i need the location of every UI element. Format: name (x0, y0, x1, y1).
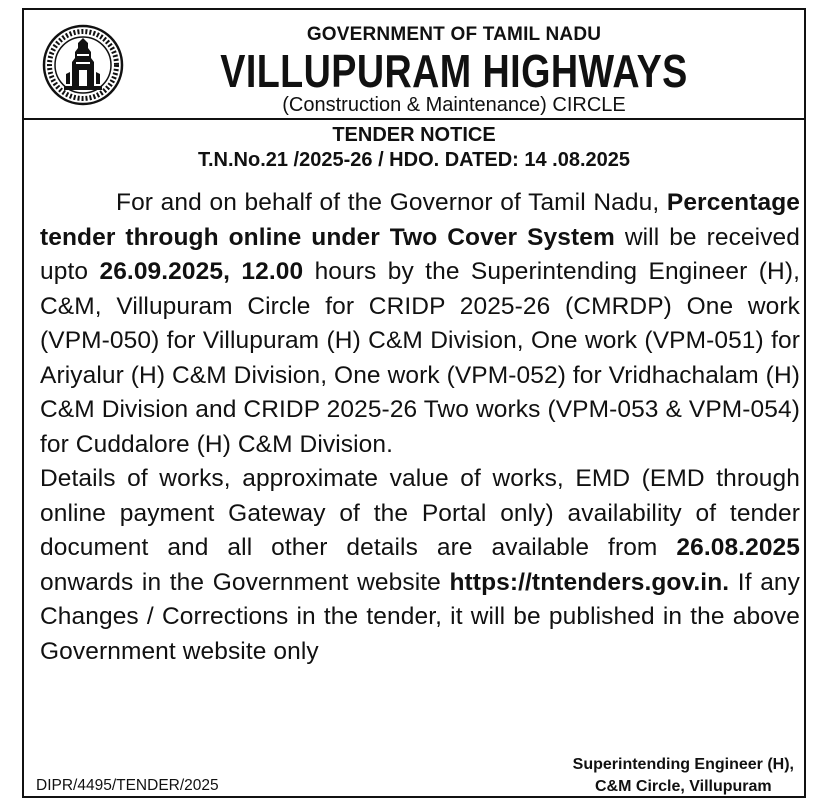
paragraph-1 (40, 186, 800, 462)
para1-bold-tender-type: Percentage tender through online under Two Cover System (40, 189, 800, 251)
para1-text-2: will be received upto (40, 223, 801, 285)
para2-text-2: onwards in the Government website (40, 568, 450, 596)
signature-line-1: Superintending Engineer (H), (572, 756, 794, 773)
para2-text-3: If any Changes / Corrections in the tender, it will be published in the above Government website only (40, 568, 801, 665)
notice-body (40, 186, 800, 669)
government-heading: GOVERNMENT OF TAMIL NADU (306, 24, 602, 45)
signature-line-2: C&M Circle, Villupuram (595, 778, 772, 795)
office-subtitle: (Construction & Maintenance) CIRCLE (282, 94, 626, 116)
para2-bold-date: 26.08.2025 (676, 534, 800, 561)
para2-text-1: Details of works, approximate value of works, EMD (EMD through online payment Gateway of the Portal only) availability of tender document and all other details are available from (40, 465, 800, 561)
office-title: VILLUPURAM HIGHWAYS (220, 45, 688, 97)
paragraph-2 (40, 462, 800, 669)
tamil-nadu-emblem-icon (42, 24, 124, 106)
para1-bold-deadline: 26.09.2025, 12.00 (99, 258, 304, 285)
para1-text-3: hours by the Superintending Engineer (H), C&M, Villupuram Circle for CRIDP 2025-26 (CMRDP) One work (VPM-050) for Villupuram (H) C&M Division, One work (VPM-051) for Ariyalur (H) C&M Division, One work (VPM-052) for Vridhachalam (H) C&M Division and CRIDP 2025-26 Two works (VPM-053 & VPM-054) for Cuddalore (H) C&M Division. (40, 258, 800, 458)
signature-block (573, 754, 794, 798)
notice-number: T.N.No.21 /2025-26 / HDO. DATED: 14 .08.2025 (197, 149, 631, 171)
notice-header (24, 10, 804, 120)
notice-title: TENDER NOTICE (332, 124, 496, 146)
para1-text-1: For and on behalf of the Governor of Tamil Nadu, (116, 189, 667, 216)
website-link[interactable]: https://tntenders.gov.in. (449, 568, 730, 596)
dipr-reference: DIPR/4495/TENDER/2025 (36, 777, 219, 794)
tender-notice-frame (22, 8, 806, 798)
